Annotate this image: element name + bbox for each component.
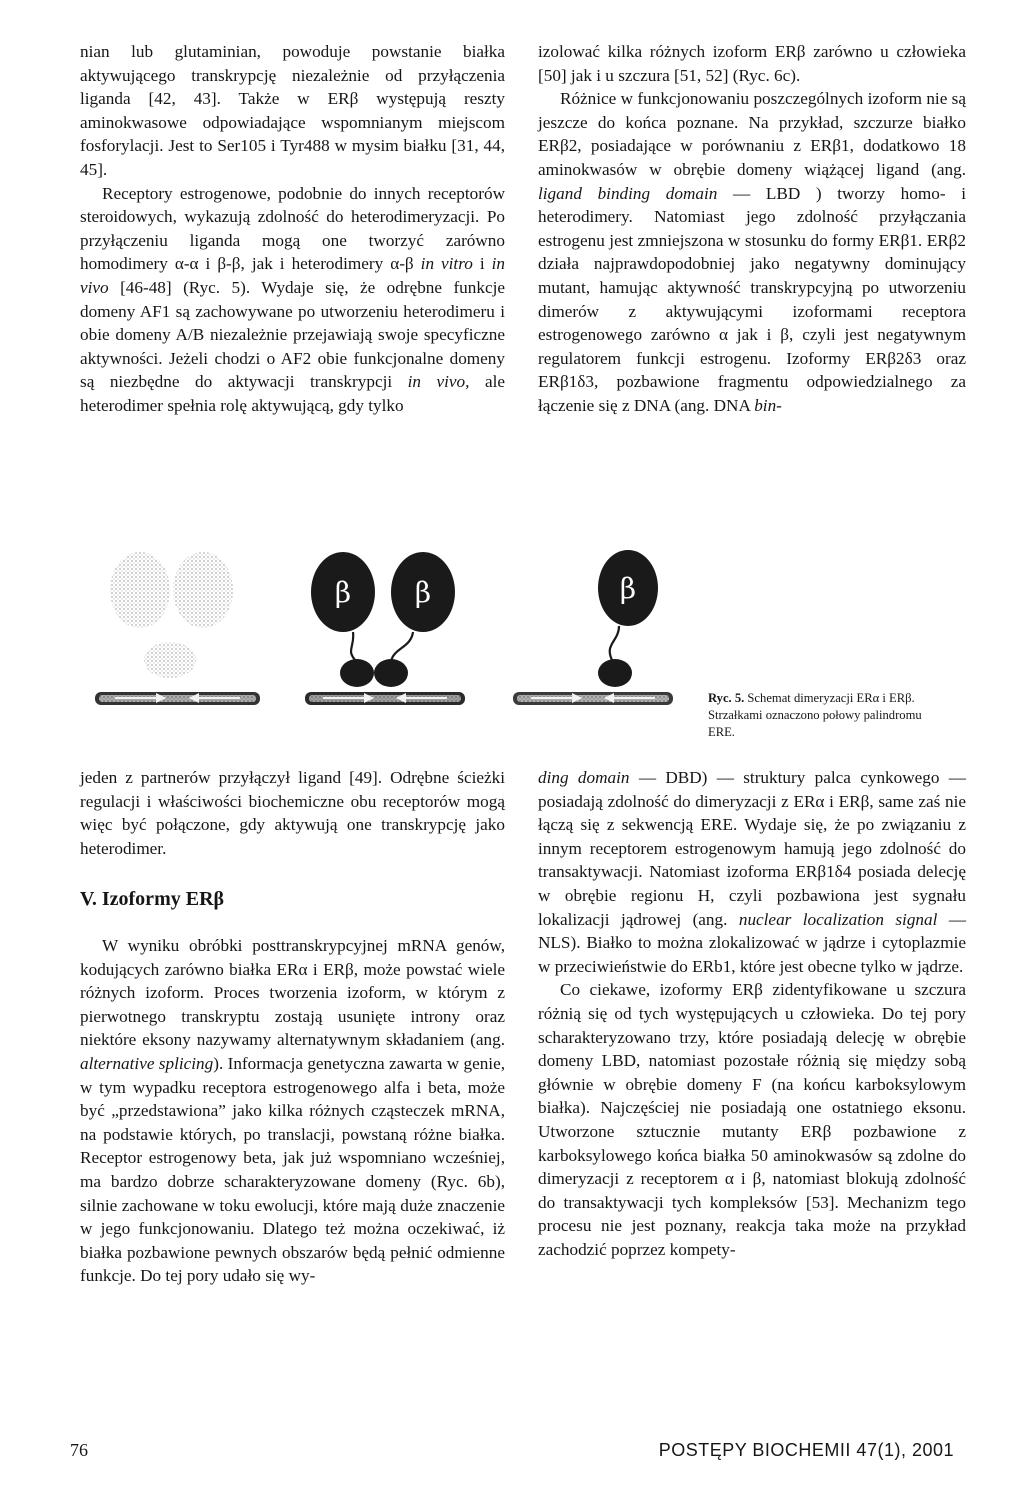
italic-term: ding domain: [538, 768, 630, 787]
dna-strand-3: [513, 692, 673, 705]
beta-label: β: [334, 576, 352, 609]
text-span: ). Informacja genetyczna zawarta w genie, w tym wypadku receptora estrogenowego alfa i beta, może być „przedstawiona” jako kilka różnych cząsteczek mRNA, na podstawie których, po translacji, powstaną różne białka. Receptor estrogenowy beta, jak już wspomniano wcześniej, ma bardzo dobrze scharakteryzowane domeny (Ryc. 6b), silnie zachowane w toku ewolucji, które mają duże znaczenie w jego funkcjonowaniu. Dlatego też można oczekiwać, iż białka pozbawione pewnych obszarów będą pełnić odmienne funkcje. Do tej pory udało się wy-: [80, 1053, 505, 1286]
dimerization-figure: [95, 540, 675, 730]
italic-term: alternative splicing: [80, 1053, 214, 1073]
paragraph: [538, 87, 966, 417]
dna-binding-domain: [374, 659, 408, 687]
paragraph: [80, 182, 505, 418]
text-span: Receptory estrogenowe, podobnie do innych receptorów steroidowych, wykazują zdolność do heterodimeryzacji. Po przyłączeniu liganda mogą one tworzyć zarówno homodimery α-α i β-β, jak i heterodimery α-β: [80, 183, 505, 274]
journal-footer: POSTĘPY BIOCHEMII 47(1), 2001: [658, 1440, 954, 1460]
text-column-top-left: [80, 40, 505, 418]
text-column-bottom-right: [538, 766, 966, 1261]
italic-term: nuclear localization signal: [738, 909, 938, 929]
page-number: 76: [70, 1440, 88, 1460]
paragraph: [538, 766, 966, 978]
text-span: i: [472, 254, 492, 274]
paragraph: [80, 934, 505, 1288]
dna-binding-domain: [598, 659, 632, 687]
text-span: — NLS). Białko to można zlokalizować w jądrze i cytoplazmie w przeciwieństwie do ERb1, które jest obecne tylko w jądrze.: [538, 909, 967, 976]
beta-monomer: [598, 550, 658, 687]
faded-receptor-pair: [110, 552, 233, 678]
dna-strand-2: [305, 692, 465, 705]
text-column-top-right: [538, 40, 966, 418]
dna-binding-domain: [340, 659, 374, 687]
text-span: [46-48] (Ryc. 5). Wydaje się, że odrębne funkcje domeny AF1 są zachowywane po utworzeniu heterodimeru i obie domeny A/B niezależnie przejawiają swoje specyficzne aktywności. Jeżeli chodzi o AF2 obie funkcjonalne domeny są niezbędne do aktywacji transkrypcji: [80, 277, 505, 392]
italic-term: in vitro: [420, 254, 473, 274]
caption-text: Schemat dimeryzacji ERα i ERβ. Strzałkami oznaczono połowy palindromu ERE.: [708, 691, 922, 739]
beta-label: β: [414, 576, 432, 609]
beta-homodimer: [311, 552, 455, 687]
paragraph: izolować kilka różnych izoform ERβ zarówno u człowieka [50] jak i u szczura [51, 52] (Ryc. 6c).: [538, 42, 966, 85]
caption-label: Ryc. 5.: [708, 691, 745, 705]
text-span: Różnice w funkcjonowaniu poszczególnych izoform nie są jeszcze do końca poznane. Na przykład, szczurze białko ERβ2, posiadające w porównaniu z ERβ1, dodatkowo 18 aminokwasów w obrębie domeny wiążącej ligand (ang.: [538, 89, 966, 179]
text-span: ale heterodimer spełnia rolę aktywującą, gdy tylko: [80, 372, 505, 415]
italic-term: bin-: [754, 395, 782, 415]
text-column-bottom-left: [80, 766, 505, 1288]
text-span: — DBD) — struktury palca cynkowego — posiadają zdolność do dimeryzacji z ERα i ERβ, same zaś nie łączą się z sekwencją ERE. Wydaje się, że po związaniu z innym receptorem estrogenowym hamują jego zdolność do transaktywacji. Natomiast izoforma ERβ1δ4 posiada delecję w obrębie regionu H, czyli pozbawiona jest sygnału lokalizacji jądrowej (ang.: [538, 768, 966, 929]
beta-label: β: [619, 572, 637, 605]
italic-term: ligand binding domain: [538, 183, 718, 203]
italic-term: in vivo,: [407, 372, 470, 392]
section-heading: V. Izoformy ERβ: [80, 888, 225, 911]
text-span: W wyniku obróbki posttranskrypcyjnej mRNA genów, kodujących zarówno białka ERα i ERβ, może powstać wiele różnych izoform. Proces tworzenia izoform, w którym z pierwotnego transkryptu zostają usunięte introny oraz niektóre eksony nazywamy alternatywnym składaniem (ang.: [80, 935, 505, 1050]
paragraph: Co ciekawe, izoformy ERβ zidentyfikowane u szczura różnią się od tych występujących u człowieka. Do tej pory scharakteryzowano trzy, które posiadają delecję w obrębie domeny LBD, natomiast pozostałe różnią się między sobą głównie w obrębie domeny F (na końcu karboksylowym białka). Najczęściej nie posiadają one ostatniego eksonu. Utworzone sztucznie mutanty ERβ pozbawione z karboksylowego końca białka 50 aminokwasów są zdolne do dimeryzacji z receptorem α i β, natomiast blokują zdolność do transaktywacji tych kompleksów [53]. Mechanizm tego procesu nie jest poznany, reakcja taka może na przykład zachodzić poprzez kompety-: [538, 980, 966, 1259]
dna-strand-1: [95, 692, 260, 705]
paragraph: nian lub glutaminian, powoduje powstanie białka aktywującego transkrypcję niezależnie od przyłączenia liganda [42, 43]. Także w ERβ występują reszty aminokwasowe odpowiadające wspomnianym miejscom fosforylacji. Jest to Ser105 i Tyr488 w mysim białku [31, 44, 45].: [80, 42, 505, 179]
text-span: — LBD ) tworzy homo- i heterodimery. Natomiast jego zdolność przyłączania estrogenu jest zmniejszona w stosunku do formy ERβ1. ERβ2 działa najprawdopodobniej jako negatywny dominujący mutant, hamując aktywność transkrypcyjną po utworzeniu dimerów z aktywującymi izoformami receptora estrogenowego zarówno α jak i β, czyli jest negatywnym regulatorem funkcji estrogenu. Izoformy ERβ2δ3 oraz ERβ1δ3, pozbawione fragmentu odpowiedzialnego za łączenie się z DNA (ang. DNA: [538, 183, 966, 415]
paragraph: jeden z partnerów przyłączył ligand [49]. Odrębne ścieżki regulacji i właściwości biochemiczne obu receptorów mogą więc być połączone, gdy aktywują one transkrypcję jako heterodimer.: [80, 768, 505, 858]
italic-term: in vivo: [80, 254, 505, 297]
figure-caption: [708, 690, 948, 741]
